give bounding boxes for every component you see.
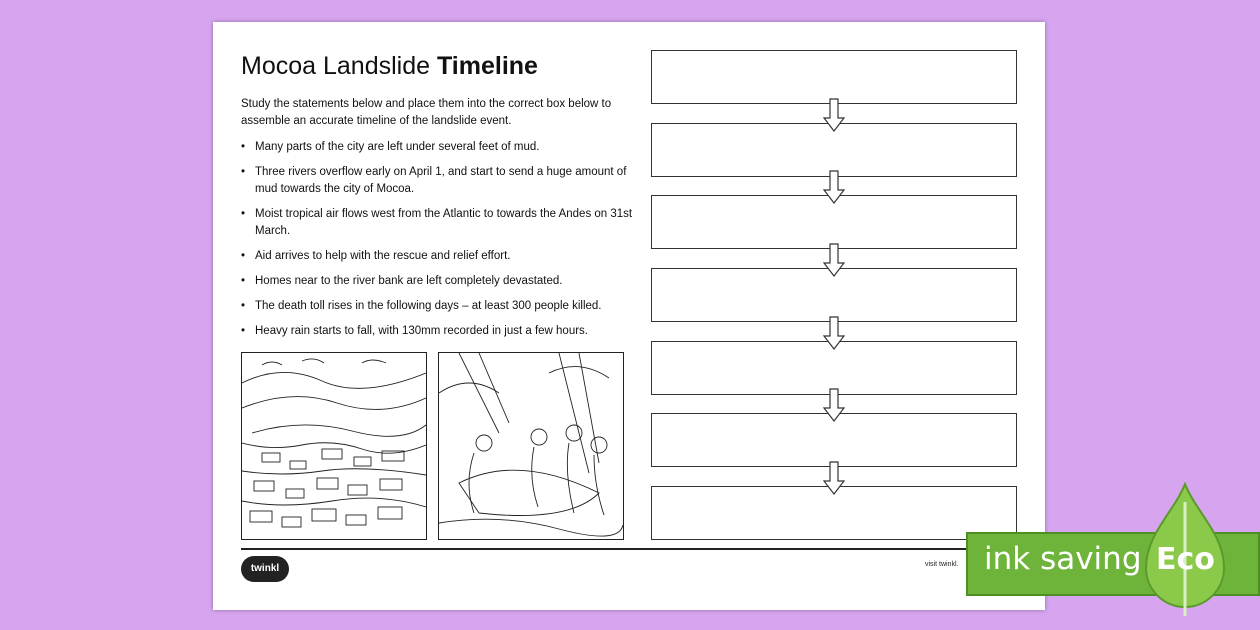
title-main: Mocoa Landslide bbox=[241, 52, 431, 80]
twinkl-logo: twinkl bbox=[241, 556, 289, 582]
statement-item: • Homes near to the river bank are left completely devastated. bbox=[241, 273, 636, 290]
statement-item: • Moist tropical air flows west from the Atlantic to towards the Andes on 31st March. bbox=[241, 206, 636, 240]
worksheet-title bbox=[241, 52, 538, 81]
down-arrow-icon bbox=[823, 388, 845, 422]
landslide-illustration bbox=[241, 352, 427, 540]
instructions-text: Study the statements below and place them into the correct box below to assemble an accurate timeline of the landslide event. bbox=[241, 98, 612, 127]
timeline-box-1[interactable] bbox=[651, 50, 1017, 104]
down-arrow-icon bbox=[823, 98, 845, 132]
down-arrow-icon bbox=[823, 243, 845, 277]
statement-item: • The death toll rises in the following days – at least 300 people killed. bbox=[241, 298, 636, 315]
eco-label: Eco bbox=[1156, 542, 1215, 577]
down-arrow-icon bbox=[823, 461, 845, 495]
statement-item: • Three rivers overflow early on April 1, and start to send a huge amount of mud towards the city of Mocoa. bbox=[241, 164, 636, 198]
footer-divider bbox=[241, 548, 1017, 550]
ink-saving-label: ink saving bbox=[984, 541, 1142, 577]
statement-item: • Heavy rain starts to fall, with 130mm recorded in just a few hours. bbox=[241, 323, 636, 340]
statements-list bbox=[241, 139, 636, 348]
statement-item: • Aid arrives to help with the rescue and relief effort. bbox=[241, 248, 636, 265]
down-arrow-icon bbox=[823, 316, 845, 350]
title-bold: Timeline bbox=[436, 52, 538, 80]
worksheet-page bbox=[213, 22, 1045, 610]
down-arrow-icon bbox=[823, 170, 845, 204]
footer-visit-text: visit twinkl. bbox=[925, 561, 959, 568]
rescue-illustration bbox=[438, 352, 624, 540]
statement-item: • Many parts of the city are left under several feet of mud. bbox=[241, 139, 636, 156]
